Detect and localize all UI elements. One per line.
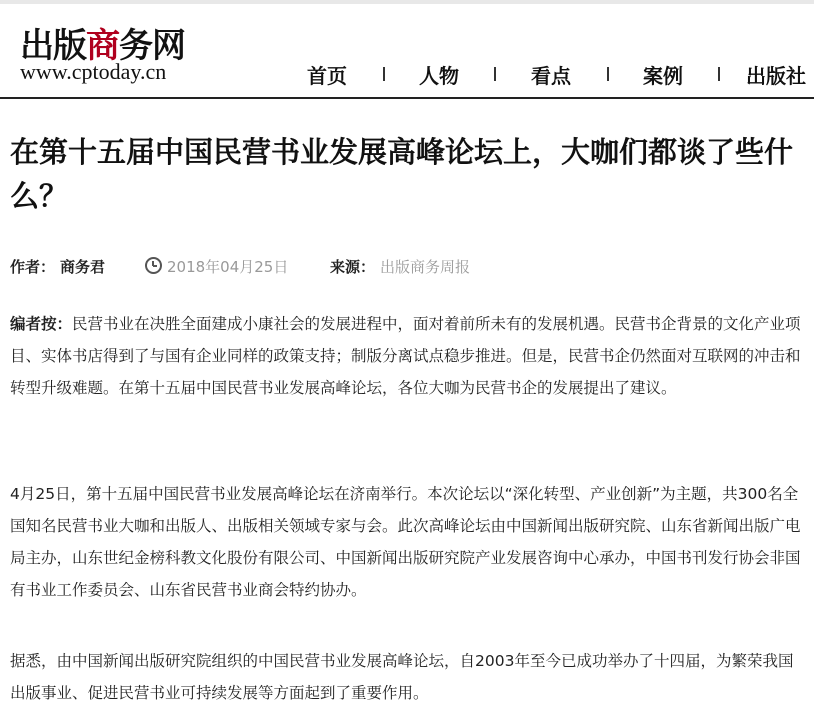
nav-item-cases[interactable]: 案例 (643, 64, 683, 88)
nav-item-highlights[interactable]: 看点 (531, 64, 571, 88)
nav-separator (494, 67, 496, 81)
article-paragraph: 4月25日，第十五届中国民营书业发展高峰论坛在济南举行。本次论坛以“深化转型、产业创新”为主题，共300名全国知名民营书业大咖和出版人、出版相关领域专家与会。此次高峰论坛由中国新闻出版研究院、山东省新闻出版广电局主办，山东世纪金榜科教文化股份有限公司、中国新闻出版研究院产业发展咨询中心承办，中国书刊发行协会非国有书业工作委员会、山东省民营书业商会特约协办。 (10, 485, 801, 599)
article-paragraph: 据悉，由中国新闻出版研究院组织的中国民营书业发展高峰论坛，自2003年至今已成功举办了十四届，为繁荣我国出版事业、促进民营书业可持续发展等方面起到了重要作用。 (10, 652, 794, 702)
editor-note-label: 编者按： (10, 314, 73, 333)
site-header (0, 4, 814, 97)
nav-separator (383, 67, 385, 81)
source-name[interactable]: 出版商务周报 (380, 258, 471, 276)
editor-note (10, 308, 805, 404)
logo-text-accent: 商 (86, 26, 119, 66)
nav-item-home[interactable]: 首页 (307, 64, 347, 88)
nav-item-people[interactable]: 人物 (419, 64, 459, 88)
main-nav (0, 60, 814, 88)
logo-text-prefix: 出版 (20, 26, 86, 66)
logo-text-suffix: 务网 (119, 26, 185, 66)
nav-separator (718, 67, 720, 81)
editor-note-text: 民营书业在决胜全面建成小康社会的发展进程中，面对着前所未有的发展机遇。民营书企背景的文化产业项目、实体书店得到了与国有企业同样的政策支持；制版分离试点稳步推进。但是，民营书企仍然面对互联网的冲击和转型升级难题。在第十五届中国民营书业发展高峰论坛，各位大咖为民营书企的发展提出了建议。 (10, 315, 801, 397)
header-divider (0, 97, 814, 99)
clock-icon (145, 257, 162, 274)
nav-separator (607, 67, 609, 81)
author-label: 作者： (10, 258, 56, 276)
source-label: 来源： (330, 258, 376, 276)
article-meta (10, 256, 800, 276)
publish-date: 2018年04月25日 (167, 258, 289, 276)
article-title: 在第十五届中国民营书业发展高峰论坛上，大咖们都谈了些什么？ (10, 135, 794, 213)
site-url[interactable]: www.cptoday.cn (20, 59, 167, 84)
author-name[interactable]: 商务君 (60, 258, 106, 276)
nav-item-publishers[interactable]: 出版社 (746, 64, 806, 88)
